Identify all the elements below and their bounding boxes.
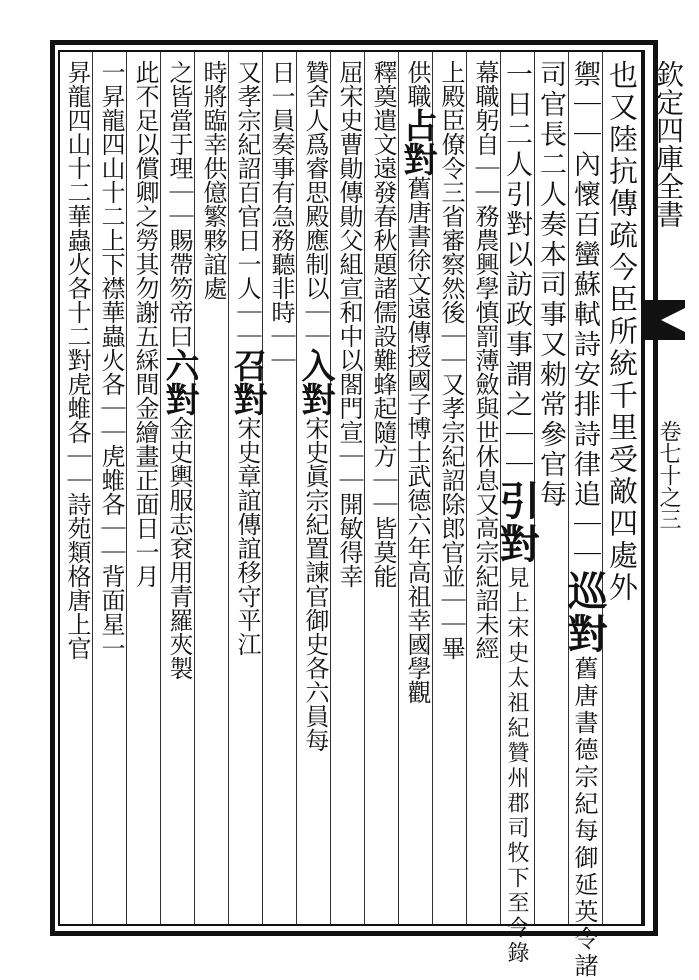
inline-note: 舊唐書德宗紀每御延英令諸 — [570, 656, 598, 980]
inline-note: 見上宋史太祖紀贊州郡司牧下至令錄 — [504, 566, 529, 966]
text-column — [128, 60, 162, 920]
fishtail-mark — [645, 300, 685, 340]
text-column — [295, 60, 335, 920]
text-column — [397, 60, 437, 920]
text-column — [536, 60, 570, 920]
text-segment: 又孝宗紀詔百官日一人｜｜ — [233, 60, 261, 348]
text-column: 昇龍四山十二華蟲火各十二對虎蜼各｜｜詩苑類格唐上官 — [63, 60, 91, 660]
text-column — [493, 60, 540, 966]
text-segment: 舊唐書徐文遠傳授國子博士武德六年高祖幸國學觀 — [403, 176, 431, 704]
heading-xun-dui: 巡對 — [561, 570, 608, 656]
text-segment: 金史輿服志袞用青羅夾製 — [165, 416, 193, 680]
text-segment: 一日二人引對以訪政事謂之｜｜ — [501, 60, 532, 480]
heading-zhan-dui: 占對 — [397, 108, 437, 176]
text-column: 上殿臣僚令三省審察然後｜｜又孝宗紀詔除郎官並｜｜畢 — [437, 60, 465, 660]
heading-ru-dui: 入對 — [295, 348, 335, 416]
text-column: 時將臨幸供億繁夥誼處 — [199, 60, 227, 300]
text-column — [561, 60, 608, 980]
text-segment: 此不足以償卿之勞其勿謝 — [131, 60, 159, 324]
text-column: 釋奠遣文遠發春秋題諸儒設難蜂起隨方｜｜皆莫能 — [369, 60, 397, 588]
text-segment: 宋史章誼傳誼移守平江 — [233, 416, 261, 656]
text-column: 也又陸抗傳疏今臣所統千里受敵四處外 — [605, 60, 639, 604]
text-segment: 禦｜｜內懷百蠻蘇軾詩安排詩律追｜｜ — [569, 60, 600, 570]
text-column: 日一員奏事有急務聽非時｜｜ — [267, 60, 295, 372]
heading-liu-dui: 六對 — [159, 348, 199, 416]
text-segment: 宋史眞宗紀置諫官御史各六員每 — [301, 416, 329, 752]
volume-label: 卷七十之三 — [656, 420, 681, 530]
text-segment: 五綵間金繪畫正面日一月 — [131, 324, 159, 588]
text-segment: 之皆當于理｜｜賜帶笏帝曰 — [165, 60, 193, 348]
text-column: 幕職躬自｜｜務農興學慎罰薄斂與世休息又高宗紀詔未經 — [471, 60, 499, 660]
text-segment: 供職 — [403, 60, 431, 108]
text-segment: 司官長二人奏本司事又勑常參官每 — [535, 60, 566, 510]
text-column: 一昇龍四山十二上下襟華蟲火各｜｜虎蜼各｜｜背面星一 — [97, 60, 125, 660]
text-column — [227, 60, 267, 920]
text-column — [159, 60, 199, 920]
heading-yin-dui: 引對 — [493, 480, 540, 566]
heading-zhao-dui: 召對 — [227, 348, 267, 416]
text-segment: 贊舍人爲睿思殿應制以｜｜ — [301, 60, 329, 348]
gutter-line — [643, 50, 645, 926]
book-title: 欽定四庫全書 — [652, 60, 685, 228]
text-column: 屈宋史曹勛傳勛父組宣和中以閤門宣｜｜開敏得幸 — [335, 60, 363, 588]
